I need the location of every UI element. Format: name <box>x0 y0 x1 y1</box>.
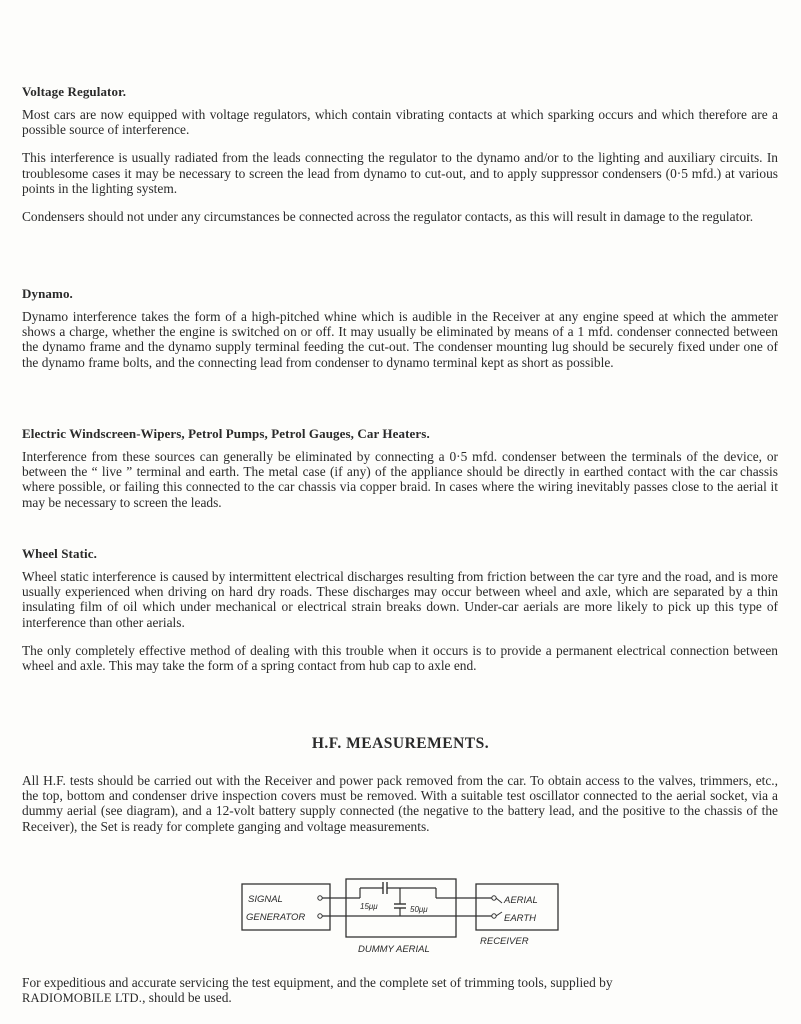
dynamo-paragraph: Dynamo interference takes the form of a high-pitched whine which is audible in the Receiver at any engine speed at which the ammeter shows a charge, whether the engine is switched on or off. It may usually be eliminated by means of a 1 mfd. condenser connected between the dynamo frame and the dynamo supply terminal feeding the cut-out. The condenser mounting lug should be securely fixed under one of the dynamo frame bolts, and the connecting lead from condenser to dynamo terminal kept as short as possible. <box>22 309 778 370</box>
electric-devices-section <box>22 426 778 523</box>
dynamo-heading: Dynamo. <box>22 286 73 301</box>
earth-label: EARTH <box>504 913 537 924</box>
wheel-static-section <box>22 546 778 686</box>
wheel-static-heading: Wheel Static. <box>22 546 97 561</box>
footer-text: For expeditious and accurate servicing the test equipment, and the complete set of trimming tools, supplied by <box>22 975 613 990</box>
dummy-aerial-label: DUMMY AERIAL <box>358 944 430 955</box>
electric-devices-paragraph: Interference from these sources can generally be eliminated by connecting a 0·5 mfd. condenser between the terminals of the device, or between the “ live ” terminal and earth. The metal case (if any) of the appliance should be directly in earthed contact with the car chassis where possible, or failing this connected to the car chassis via copper braid. In cases where the wiring inevitably passes close to the aerial it may be necessary to screen the leads. <box>22 449 778 510</box>
footer-suffix: , should be used. <box>142 990 232 1006</box>
capacitor-50-label: 50μμ <box>410 905 428 914</box>
voltage-regulator-heading: Voltage Regulator. <box>22 84 127 99</box>
voltage-paragraph-2: This interference is usually radiated from the leads connecting the regulator to the dynamo and/or to the lighting and auxiliary circuits. In troublesome cases it may be necessary to screen the lead from dynamo to cut-out, and to apply suppressor condensers (0·5 mfd.) at various points in the lighting system. <box>22 150 778 196</box>
receiver-label: RECEIVER <box>480 936 529 947</box>
hf-measurements-section <box>22 773 778 847</box>
voltage-paragraph-1: Most cars are now equipped with voltage regulators, which contain vibrating contacts at which sparking occurs and which therefore are a possible source of interference. <box>22 107 778 138</box>
capacitor-15-label: 15μμ <box>360 902 378 911</box>
dynamo-section <box>22 286 778 383</box>
footer-paragraph <box>22 975 778 1006</box>
aerial-label: AERIAL <box>504 895 538 906</box>
wheel-static-paragraph-1: Wheel static interference is caused by intermittent electrical discharges resulting from friction between the car tyre and the road, and is more usually experienced when driving on hard dry roads. These discharges may occur between wheel and axle, which are separated by a thin insulating film of oil which under mechanical or electrical strain breaks down. Under-car aerials are more likely to pick up this type of interference than other aerials. <box>22 569 778 630</box>
generator-label: GENERATOR <box>246 912 306 923</box>
footer-section <box>22 975 778 1019</box>
voltage-regulator-section <box>22 84 778 237</box>
wheel-static-paragraph-2: The only completely effective method of dealing with this trouble when it occurs is to provide a permanent electrical connection between wheel and axle. This may take the form of a spring contact from hub cap to axle end. <box>22 642 778 674</box>
dummy-aerial-diagram <box>240 876 560 960</box>
voltage-paragraph-3: Condensers should not under any circumstances be connected across the regulator contacts, as this will result in damage to the regulator. <box>22 209 754 225</box>
signal-label: SIGNAL <box>248 894 283 905</box>
company-name: RADIOMOBILE LTD. <box>22 991 143 1006</box>
electric-devices-heading: Electric Windscreen-Wipers, Petrol Pumps, Petrol Gauges, Car Heaters. <box>22 426 430 441</box>
hf-measurements-paragraph: All H.F. tests should be carried out with the Receiver and power pack removed from the car. To obtain access to the valves, trimmers, etc., the top, bottom and condenser drive inspection covers must be removed. With a suitable test oscillator connected to the aerial socket, via a dummy aerial (see diagram), and a 12-volt battery supply connected (the negative to the battery lead, and the positive to the chassis of the Receiver), the Set is ready for complete ganging and voltage measurements. <box>22 773 778 834</box>
signal-generator-box <box>242 884 330 930</box>
hf-measurements-heading: H.F. MEASUREMENTS. <box>311 735 490 752</box>
